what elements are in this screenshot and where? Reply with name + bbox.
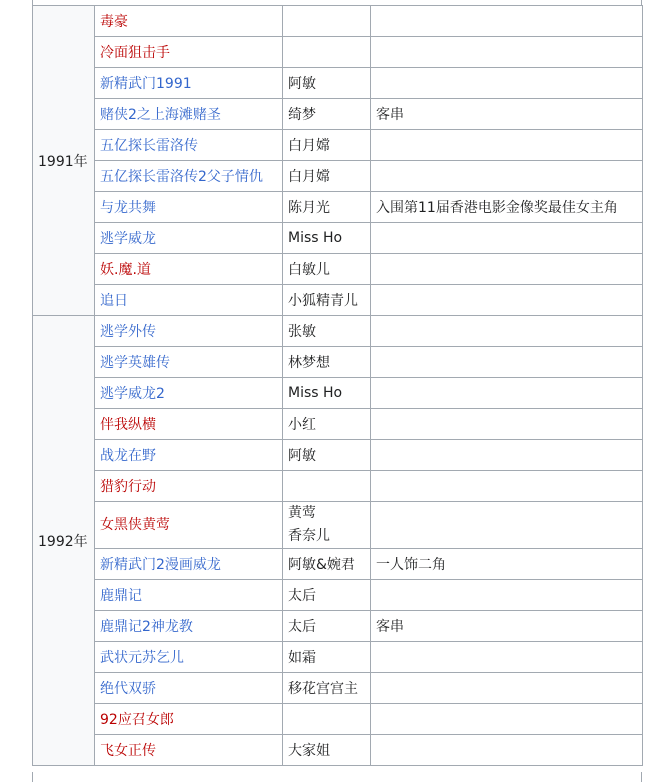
note-cell (371, 254, 643, 285)
title-cell (95, 37, 283, 68)
table-row (33, 223, 643, 254)
film-title-link[interactable]: 妖.魔.道 (100, 262, 151, 278)
role-cell: 白月嫦 (283, 130, 371, 161)
film-title-link[interactable]: 赌侠2之上海滩赌圣 (100, 107, 221, 123)
title-cell (95, 378, 283, 409)
note-cell (371, 223, 643, 254)
note-cell (371, 409, 643, 440)
table-row (33, 161, 643, 192)
table-row (33, 254, 643, 285)
note-cell (371, 6, 643, 37)
title-cell (95, 502, 283, 549)
title-cell (95, 285, 283, 316)
role-cell: 林梦想 (283, 347, 371, 378)
title-cell (95, 673, 283, 704)
table-row (33, 735, 643, 766)
title-cell (95, 580, 283, 611)
note-cell (371, 68, 643, 99)
film-title-link[interactable]: 新精武门1991 (100, 76, 192, 92)
note-cell (371, 704, 643, 735)
table-body (33, 6, 643, 766)
role-cell (283, 37, 371, 68)
role-cell: 阿敏 (283, 68, 371, 99)
film-title-link[interactable]: 猎豹行动 (100, 479, 156, 495)
title-cell (95, 611, 283, 642)
film-title-link[interactable]: 逃学威龙2 (100, 386, 165, 402)
note-cell: 客串 (371, 99, 643, 130)
role-line: 黄莺 (288, 505, 316, 521)
role-cell: 白月嫦 (283, 161, 371, 192)
table-row (33, 502, 643, 549)
title-cell (95, 130, 283, 161)
role-cell: 小红 (283, 409, 371, 440)
note-cell (371, 471, 643, 502)
year-cell-1992: 1992年 (33, 316, 95, 766)
role-cell: 绮梦 (283, 99, 371, 130)
film-title-link[interactable]: 飞女正传 (100, 743, 156, 759)
table-row (33, 130, 643, 161)
title-cell (95, 704, 283, 735)
table-row (33, 378, 643, 409)
note-cell: 客串 (371, 611, 643, 642)
title-cell (95, 316, 283, 347)
title-cell (95, 254, 283, 285)
note-cell (371, 673, 643, 704)
table-row (33, 99, 643, 130)
note-cell (371, 502, 643, 549)
note-cell: 一人饰二角 (371, 549, 643, 580)
film-title-link[interactable]: 逃学外传 (100, 324, 156, 340)
note-cell (371, 378, 643, 409)
note-cell (371, 37, 643, 68)
title-cell (95, 642, 283, 673)
note-cell: 入围第11届香港电影金像奖最佳女主角 (371, 192, 643, 223)
role-line: 香奈儿 (288, 528, 330, 544)
role-cell (283, 502, 371, 549)
table-row (33, 6, 643, 37)
title-cell (95, 347, 283, 378)
role-cell: 太后 (283, 611, 371, 642)
title-cell (95, 161, 283, 192)
film-title-link[interactable]: 伴我纵横 (100, 417, 156, 433)
title-cell (95, 68, 283, 99)
table-row (33, 316, 643, 347)
role-cell: 太后 (283, 580, 371, 611)
film-title-link[interactable]: 92应召女郎 (100, 712, 174, 728)
role-cell: 陈月光 (283, 192, 371, 223)
film-title-link[interactable]: 追日 (100, 293, 128, 309)
role-cell: 小狐精青儿 (283, 285, 371, 316)
table-row (33, 471, 643, 502)
table-row (33, 580, 643, 611)
table-row (33, 611, 643, 642)
title-cell (95, 99, 283, 130)
film-title-link[interactable]: 五亿探长雷洛传 (100, 138, 198, 154)
film-title-link[interactable]: 冷面狙击手 (100, 45, 170, 61)
table-row (33, 68, 643, 99)
note-cell (371, 316, 643, 347)
role-cell: 阿敏&婉君 (283, 549, 371, 580)
year-cell-1991: 1991年 (33, 6, 95, 316)
film-title-link[interactable]: 女黑侠黄莺 (100, 516, 170, 533)
filmography-table (32, 5, 643, 766)
note-cell (371, 347, 643, 378)
title-cell (95, 471, 283, 502)
table-row (33, 409, 643, 440)
table-row (33, 285, 643, 316)
note-cell (371, 130, 643, 161)
role-cell (283, 6, 371, 37)
note-cell (371, 161, 643, 192)
role-cell: 张敏 (283, 316, 371, 347)
film-title-link[interactable]: 武状元苏乞儿 (100, 650, 184, 666)
film-title-link[interactable]: 逃学英雄传 (100, 355, 170, 371)
title-cell (95, 409, 283, 440)
role-cell: 阿敏 (283, 440, 371, 471)
table-row (33, 673, 643, 704)
film-title-link[interactable]: 鹿鼎记2神龙教 (100, 619, 193, 635)
film-title-link[interactable]: 与龙共舞 (100, 200, 156, 216)
note-cell (371, 285, 643, 316)
film-title-link[interactable]: 战龙在野 (100, 448, 156, 464)
note-cell (371, 580, 643, 611)
note-cell (371, 735, 643, 766)
role-cell: 大家姐 (283, 735, 371, 766)
title-cell (95, 6, 283, 37)
role-cell: 移花宫宫主 (283, 673, 371, 704)
table-row (33, 37, 643, 68)
title-cell (95, 549, 283, 580)
note-cell (371, 440, 643, 471)
table-row (33, 440, 643, 471)
role-cell: Miss Ho (283, 223, 371, 254)
table-row (33, 549, 643, 580)
film-title-link[interactable]: 绝代双骄 (100, 681, 156, 697)
table-row (33, 704, 643, 735)
title-cell (95, 223, 283, 254)
role-cell: 白敏儿 (283, 254, 371, 285)
table-row (33, 192, 643, 223)
role-cell: 如霜 (283, 642, 371, 673)
note-cell (371, 642, 643, 673)
table-next-row-edge (32, 772, 642, 782)
film-title-link[interactable]: 逃学威龙 (100, 231, 156, 247)
film-title-link[interactable]: 鹿鼎记 (100, 588, 142, 604)
title-cell (95, 192, 283, 223)
table-row (33, 642, 643, 673)
table-row (33, 347, 643, 378)
film-title-link[interactable]: 新精武门2漫画威龙 (100, 557, 221, 573)
title-cell (95, 735, 283, 766)
film-title-link[interactable]: 五亿探长雷洛传2父子情仇 (100, 169, 263, 185)
role-cell: Miss Ho (283, 378, 371, 409)
role-cell (283, 704, 371, 735)
role-cell (283, 471, 371, 502)
film-title-link[interactable]: 毒豪 (100, 14, 128, 30)
title-cell (95, 440, 283, 471)
filmography-table-wrapper (32, 5, 643, 766)
